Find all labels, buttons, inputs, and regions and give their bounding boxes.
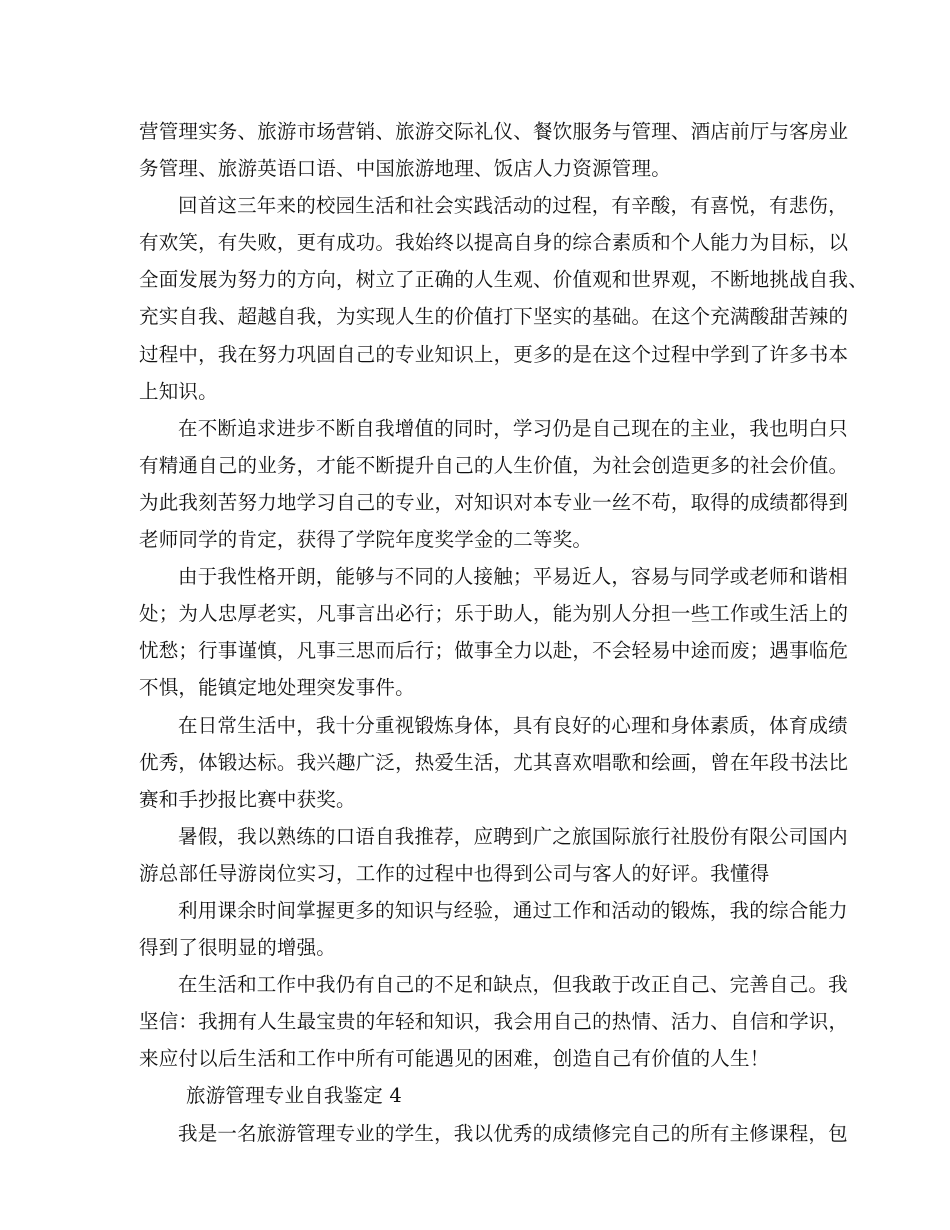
text-line: 回首这三年来的校园生活和社会实践活动的过程，有辛酸，有喜悦，有悲伤， (178, 194, 848, 218)
text-line: 赛和手抄报比赛中获奖。 (139, 787, 356, 811)
text-line: 暑假，我以熟练的口语自我推荐，应聘到广之旅国际旅行社股份有限公司国内 (178, 824, 848, 848)
text-line: 在生活和工作中我仍有自己的不足和缺点，但我敢于改正自己、完善自己。我 (178, 973, 848, 997)
text-line: 在不断追求进步不断自我增值的同时，学习仍是自己现在的主业，我也明白只 (178, 416, 848, 440)
text-line: 不惧，能镇定地处理突发事件。 (139, 676, 415, 700)
text-line: 全面发展为努力的方向，树立了正确的人生观、价值观和世界观，不断地挑战自我、 (139, 268, 868, 292)
text-line: 在日常生活中，我十分重视锻炼身体，具有良好的心理和身体素质，体育成绩 (178, 713, 848, 737)
text-line: 得到了很明显的增强。 (139, 936, 337, 960)
text-line: 由于我性格开朗，能够与不同的人接触；平易近人，容易与同学或老师和谐相 (178, 565, 848, 589)
section-heading: 旅游管理专业自我鉴定 4 (186, 1084, 403, 1108)
text-line: 有欢笑，有失败，更有成功。我始终以提高自身的综合素质和个人能力为目标，以 (139, 231, 849, 255)
text-line: 优秀，体锻达标。我兴趣广泛，热爱生活，尤其喜欢唱歌和绘画，曾在年段书法比 (139, 750, 849, 774)
text-line: 老师同学的肯定，获得了学院年度奖学金的二等奖。 (139, 528, 593, 552)
text-line: 忧愁；行事谨慎，凡事三思而后行；做事全力以赴，不会轻易中途而废；遇事临危 (139, 639, 849, 663)
text-line: 处；为人忠厚老实，凡事言出必行；乐于助人，能为别人分担一些工作或生活上的 (139, 602, 849, 626)
text-line: 充实自我、超越自我，为实现人生的价值打下坚实的基础。在这个充满酸甜苦辣的 (139, 305, 849, 329)
text-line: 游总部任导游岗位实习，工作的过程中也得到公司与客人的好评。我懂得 (139, 861, 770, 885)
text-line: 来应付以后生活和工作中所有可能遇见的困难，创造自己有价值的人生！ (139, 1047, 770, 1071)
text-line: 有精通自己的业务，才能不断提升自己的人生价值，为社会创造更多的社会价值。 (139, 453, 849, 477)
text-line: 为此我刻苦努力地学习自己的专业，对知识对本专业一丝不苟，取得的成绩都得到 (139, 490, 849, 514)
text-line: 我是一名旅游管理专业的学生，我以优秀的成绩修完自己的所有主修课程，包 (178, 1121, 848, 1145)
text-line: 营管理实务、旅游市场营销、旅游交际礼仪、餐饮服务与管理、酒店前厅与客房业 (139, 120, 849, 143)
text-line: 利用课余时间掌握更多的知识与经验，通过工作和活动的锻炼，我的综合能力 (178, 898, 848, 922)
text-line: 上知识。 (139, 379, 218, 403)
document-body (139, 113, 868, 1152)
text-line: 坚信：我拥有人生最宝贵的年轻和知识，我会用自己的热情、活力、自信和学识， (139, 1010, 849, 1034)
text-line: 过程中，我在努力巩固自己的专业知识上，更多的是在这个过程中学到了许多书本 (139, 342, 849, 366)
text-line: 务管理、旅游英语口语、中国旅游地理、饭店人力资源管理。 (139, 157, 671, 181)
